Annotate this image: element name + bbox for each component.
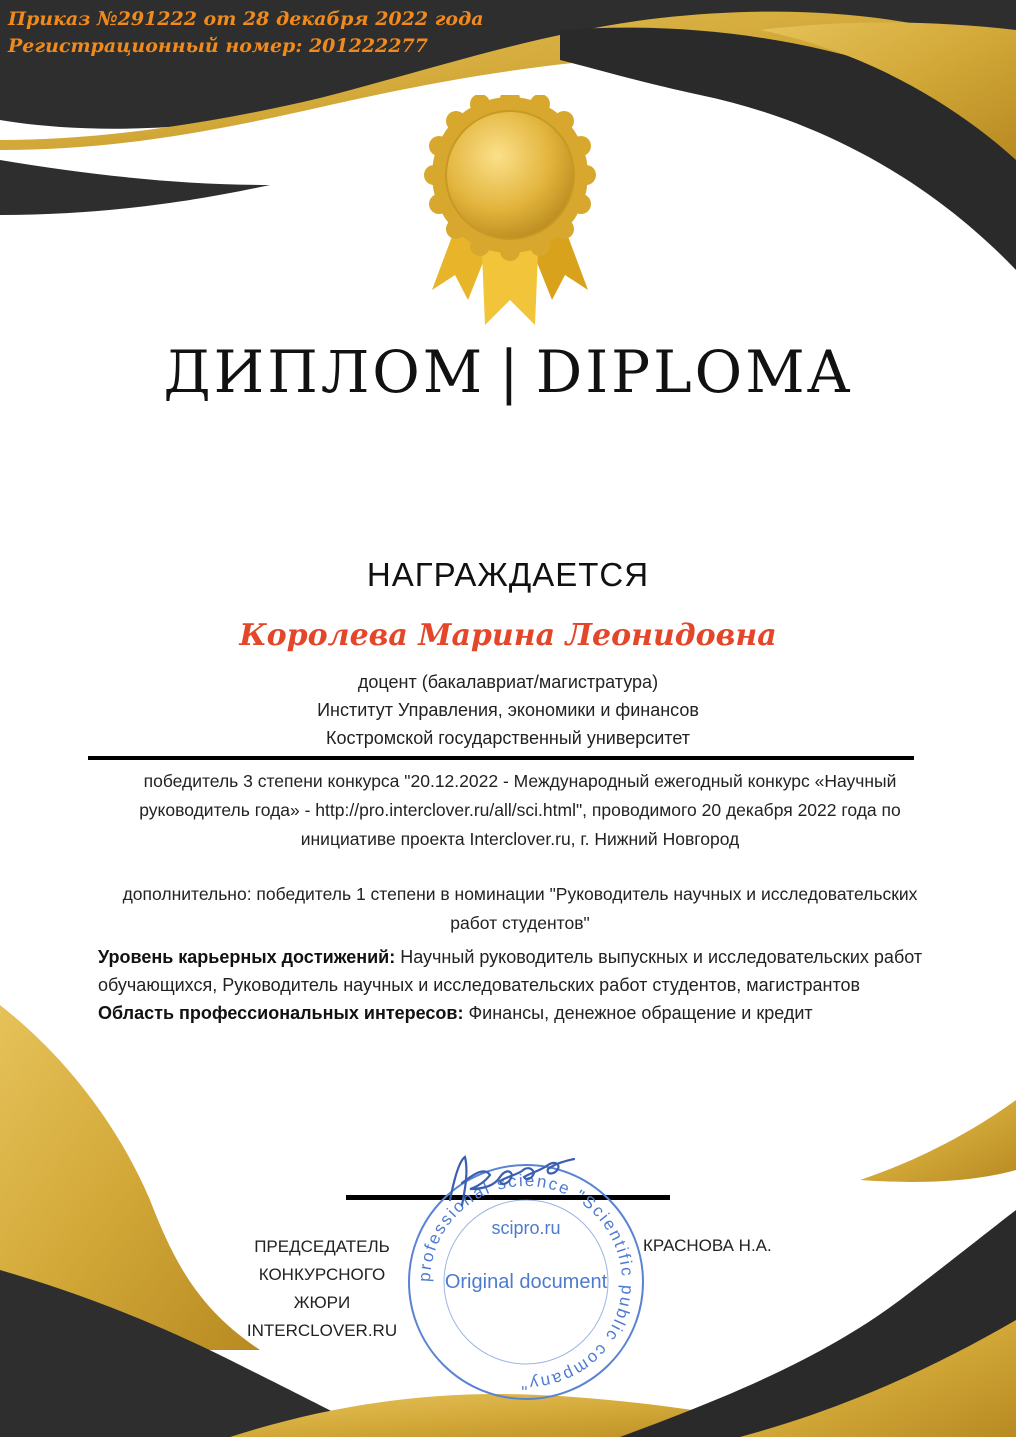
gold-medal-icon [420, 95, 600, 335]
handwritten-signature [440, 1145, 580, 1215]
recipient-university: Костромской государственный университет [325, 728, 690, 748]
awarded-label: НАГРАЖДАЕТСЯ [366, 556, 650, 593]
stamp-site: scipro.ru [491, 1218, 561, 1238]
role-line-3: ЖЮРИ [293, 1293, 351, 1312]
order-number: Приказ №291222 от 28 декабря 2022 года [8, 8, 484, 30]
diploma-title [0, 338, 1016, 406]
role-line-1: ПРЕДСЕДАТЕЛЬ [254, 1237, 390, 1256]
registration-number: Регистрационный номер: 201222277 [8, 35, 428, 57]
stamp-label: Original document [444, 1271, 608, 1293]
role-line-4: INTERCLOVER.RU [246, 1321, 398, 1340]
recipient-name: Королева Марина Леонидовна [239, 618, 777, 653]
career-block [98, 943, 928, 1027]
title-ru: ДИПЛОМ [163, 338, 486, 406]
recipient-institute: Институт Управления, экономики и финансов [317, 700, 699, 720]
title-en: DIPLOMA [535, 338, 853, 406]
stamp-ring-text: professional science "Scientific public company" [414, 1170, 638, 1394]
signer-name: КРАСНОВА Н.А. [643, 1236, 772, 1255]
interests-value: Финансы, денежное обращение и кредит [468, 1003, 813, 1023]
career-level-value: Научный руководитель выпускных и исследовательских работ обучающихся, Руководитель научных и исследовательских работ студентов, магистрантов [98, 947, 923, 995]
award-main-text: победитель 3 степени конкурса "20.12.2022 - Международный ежегодный конкурс «Научный руководитель года» - http://pro.interclover.ru/all/sci.html", проводимого 20 декабря 2022 года по инициативе проекта Interclover.ru, г. Нижний Новгород [139, 771, 901, 849]
chairman-role [222, 1233, 422, 1345]
divider [88, 756, 914, 760]
title-separator: | [499, 338, 522, 406]
career-level-label: Уровень карьерных достижений: [98, 947, 396, 967]
role-line-2: КОНКУРСНОГО [258, 1265, 386, 1284]
recipient-position: доцент (бакалавриат/магистратура) [357, 672, 659, 692]
award-additional-text: дополнительно: победитель 1 степени в номинации "Руководитель научных и исследовательских работ студентов" [122, 884, 918, 933]
interests-label: Область профессиональных интересов: [98, 1003, 464, 1023]
